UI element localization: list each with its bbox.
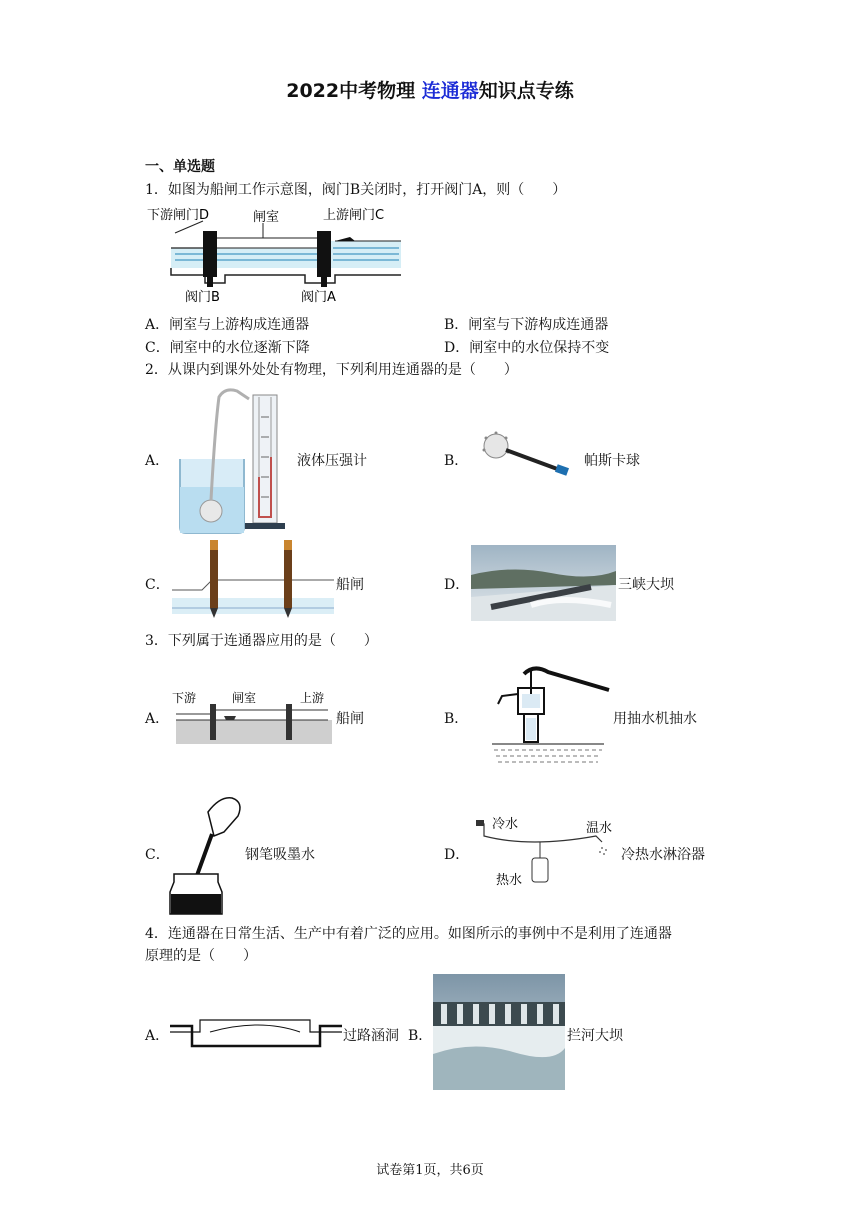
q1-option-b: B．闸室与下游构成连通器 [444, 317, 609, 333]
q1-option-a: A．闸室与上游构成连通器 [145, 317, 310, 333]
q3-label-chamber: 闸室 [232, 691, 257, 705]
q3-option-b-caption: 用抽水机抽水 [613, 711, 697, 727]
q3-ship-lock-figure [172, 688, 332, 748]
q2-option-b-letter: B． [444, 453, 469, 469]
q1-label-chamber: 闸室 [253, 210, 280, 225]
q2-option-b-caption: 帕斯卡球 [584, 453, 640, 469]
q4-option-b-caption: 拦河大坝 [567, 1028, 623, 1044]
q1-label-valve-a: 阀门A [301, 290, 336, 305]
q1-label-valve-b: 阀门B [185, 290, 220, 305]
q4-option-b-letter: B． [408, 1028, 433, 1044]
q2-option-c-caption: 船闸 [336, 577, 364, 593]
q3-option-c-letter: C． [145, 847, 170, 863]
q3-label-upstream: 上游 [300, 691, 325, 705]
title-highlight: 连通器 [421, 80, 479, 102]
title-suffix: 知识点专练 [478, 80, 574, 102]
q1-option-d: D．闸室中的水位保持不变 [444, 340, 610, 356]
q3-label-downstream: 下游 [172, 691, 197, 705]
q2-option-a-letter: A． [145, 453, 170, 469]
q2-pascal-ball-figure [480, 430, 580, 484]
q4-stem-line1: 4．连通器在日常生活、生产中有着广泛的应用。如图所示的事例中不是利用了连通器 [145, 926, 672, 942]
page-title [0, 76, 860, 103]
q3-shower-mixer-figure [470, 812, 620, 892]
q1-lock-figure [145, 203, 405, 305]
q3-option-d-caption: 冷热水淋浴器 [621, 847, 705, 863]
q3-option-d-letter: D． [444, 847, 470, 863]
q4-dam-photo [433, 974, 565, 1090]
q3-stem: 3．下列属于连通器应用的是（ ） [145, 633, 378, 649]
q3-option-b-letter: B． [444, 711, 469, 727]
q2-pressure-gauge-figure [175, 387, 295, 535]
section-heading: 一、单选题 [145, 159, 215, 175]
q1-stem: 1．如图为船闸工作示意图，阀门B关闭时，打开阀门A，则（ ） [145, 182, 567, 198]
q3-option-a-letter: A． [145, 711, 170, 727]
q4-stem-line2: 原理的是（ ） [145, 948, 257, 964]
q2-three-gorges-dam-photo [471, 545, 616, 621]
q2-option-d-letter: D． [444, 577, 470, 593]
q1-option-c: C．闸室中的水位逐渐下降 [145, 340, 310, 356]
q2-option-d-caption: 三峡大坝 [618, 577, 674, 593]
q2-option-a-caption: 液体压强计 [297, 453, 367, 469]
q3-option-c-caption: 钢笔吸墨水 [245, 847, 315, 863]
q4-culvert-figure [170, 1016, 342, 1052]
q4-option-a-letter: A． [145, 1028, 170, 1044]
q3-water-pump-figure [484, 664, 614, 772]
title-prefix: 2022中考物理 [286, 80, 422, 102]
q3-label-cold: 冷水 [492, 817, 519, 832]
q3-label-warm: 温水 [586, 821, 613, 836]
q2-ship-lock-figure [172, 540, 334, 622]
q1-label-downstream-gate: 下游闸门D [147, 208, 210, 223]
q3-fountain-pen-figure [168, 792, 246, 916]
q3-label-hot: 热水 [496, 873, 523, 888]
page-footer: 试卷第1页，共6页 [376, 1163, 484, 1178]
q3-option-a-caption: 船闸 [336, 711, 364, 727]
q2-stem: 2．从课内到课外处处有物理，下列利用连通器的是（ ） [145, 362, 518, 378]
q2-option-c-letter: C． [145, 577, 170, 593]
q4-option-a-caption: 过路涵洞 [343, 1028, 399, 1044]
q1-label-upstream-gate: 上游闸门C [323, 208, 385, 223]
